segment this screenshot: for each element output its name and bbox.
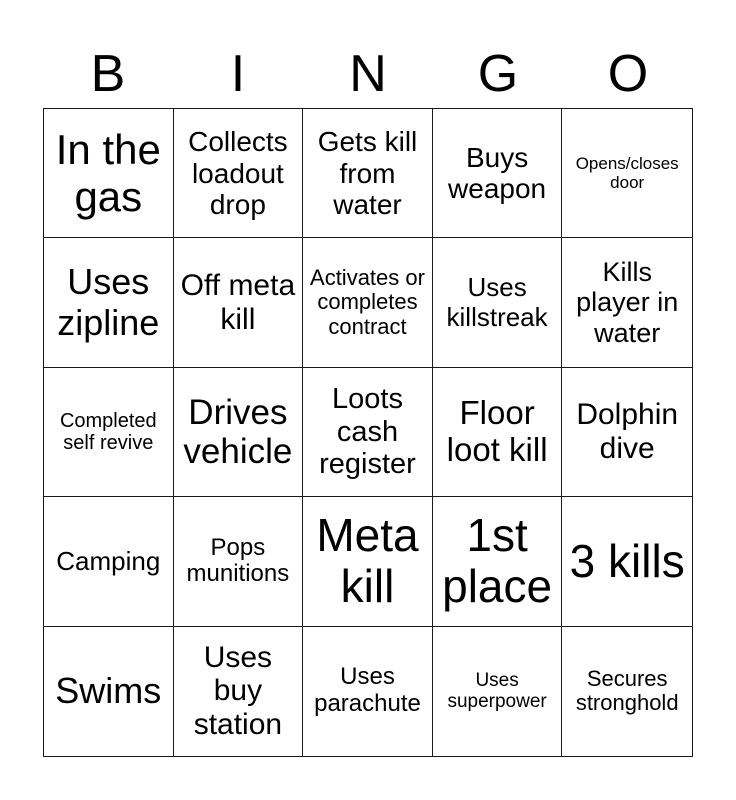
bingo-cell-b1[interactable]: [44, 109, 174, 238]
bingo-cell-g1[interactable]: [433, 109, 563, 238]
bingo-cell-g2[interactable]: [433, 238, 563, 367]
bingo-cell-n4[interactable]: [303, 497, 433, 626]
bingo-cell-label: Buys weapon: [448, 141, 547, 205]
bingo-cell-label: Uses killstreak: [446, 272, 548, 332]
bingo-cell-label: In the gas: [55, 126, 161, 221]
bingo-cell-label: Loots cash register: [319, 383, 416, 481]
bingo-cell-label: Uses superpower: [447, 670, 547, 713]
header-letter-i: I: [230, 45, 246, 103]
bingo-cell-i4[interactable]: [174, 497, 304, 626]
bingo-cell-o2[interactable]: [562, 238, 692, 367]
bingo-cell-g3[interactable]: [433, 368, 563, 497]
bingo-cell-label: Uses zipline: [57, 261, 160, 343]
bingo-cell-label: Completed self revive: [59, 409, 157, 454]
bingo-cell-i1[interactable]: [174, 109, 304, 238]
bingo-cell-label: Secures stronghold: [575, 665, 679, 716]
bingo-cell-i2[interactable]: [174, 238, 304, 367]
bingo-cell-n2[interactable]: [303, 238, 433, 367]
bingo-cell-n3[interactable]: [303, 368, 433, 497]
bingo-cell-label: 1st place: [442, 508, 553, 613]
header-letter-o: O: [607, 45, 649, 103]
header-letter-b: B: [90, 45, 126, 103]
bingo-cell-label: Uses buy station: [193, 640, 283, 742]
bingo-cell-i5[interactable]: [174, 627, 304, 756]
bingo-cell-label: 3 kills: [569, 534, 685, 587]
bingo-cell-label: Drives vehicle: [183, 392, 293, 471]
bingo-cell-label: Meta kill: [316, 508, 419, 613]
bingo-cell-label: Camping: [56, 545, 161, 576]
bingo-cell-b3[interactable]: [44, 368, 174, 497]
header-letter-g: G: [477, 45, 519, 103]
bingo-cell-o5[interactable]: [562, 627, 692, 756]
bingo-header: [43, 40, 693, 108]
bingo-cell-o4[interactable]: [562, 497, 692, 626]
header-letter-n: N: [349, 45, 387, 103]
bingo-cell-label: Gets kill from water: [317, 126, 418, 220]
bingo-cell-g4[interactable]: [433, 497, 563, 626]
bingo-cell-label: Off meta kill: [180, 269, 296, 336]
bingo-cell-label: Uses parachute: [314, 663, 421, 718]
bingo-cell-label: Floor loot kill: [446, 394, 548, 468]
bingo-cell-label: Swims: [55, 670, 162, 712]
bingo-cell-label: Pops munitions: [186, 533, 290, 588]
bingo-cell-label: Opens/closes door: [575, 154, 679, 193]
bingo-cell-b2[interactable]: [44, 238, 174, 367]
bingo-cell-b5[interactable]: [44, 627, 174, 756]
bingo-cell-label: Activates or completes contract: [310, 264, 425, 339]
bingo-cell-b4[interactable]: [44, 497, 174, 626]
bingo-cell-i3[interactable]: [174, 368, 304, 497]
bingo-cell-n5[interactable]: [303, 627, 433, 756]
bingo-cell-o1[interactable]: [562, 109, 692, 238]
bingo-cell-label: Dolphin dive: [576, 398, 679, 465]
bingo-cell-o3[interactable]: [562, 368, 692, 497]
bingo-cell-g5[interactable]: [433, 627, 563, 756]
bingo-cell-label: Kills player in water: [576, 257, 679, 348]
bingo-board: [43, 108, 693, 757]
bingo-cell-n1[interactable]: [303, 109, 433, 238]
bingo-cell-label: Collects loadout drop: [188, 126, 288, 220]
